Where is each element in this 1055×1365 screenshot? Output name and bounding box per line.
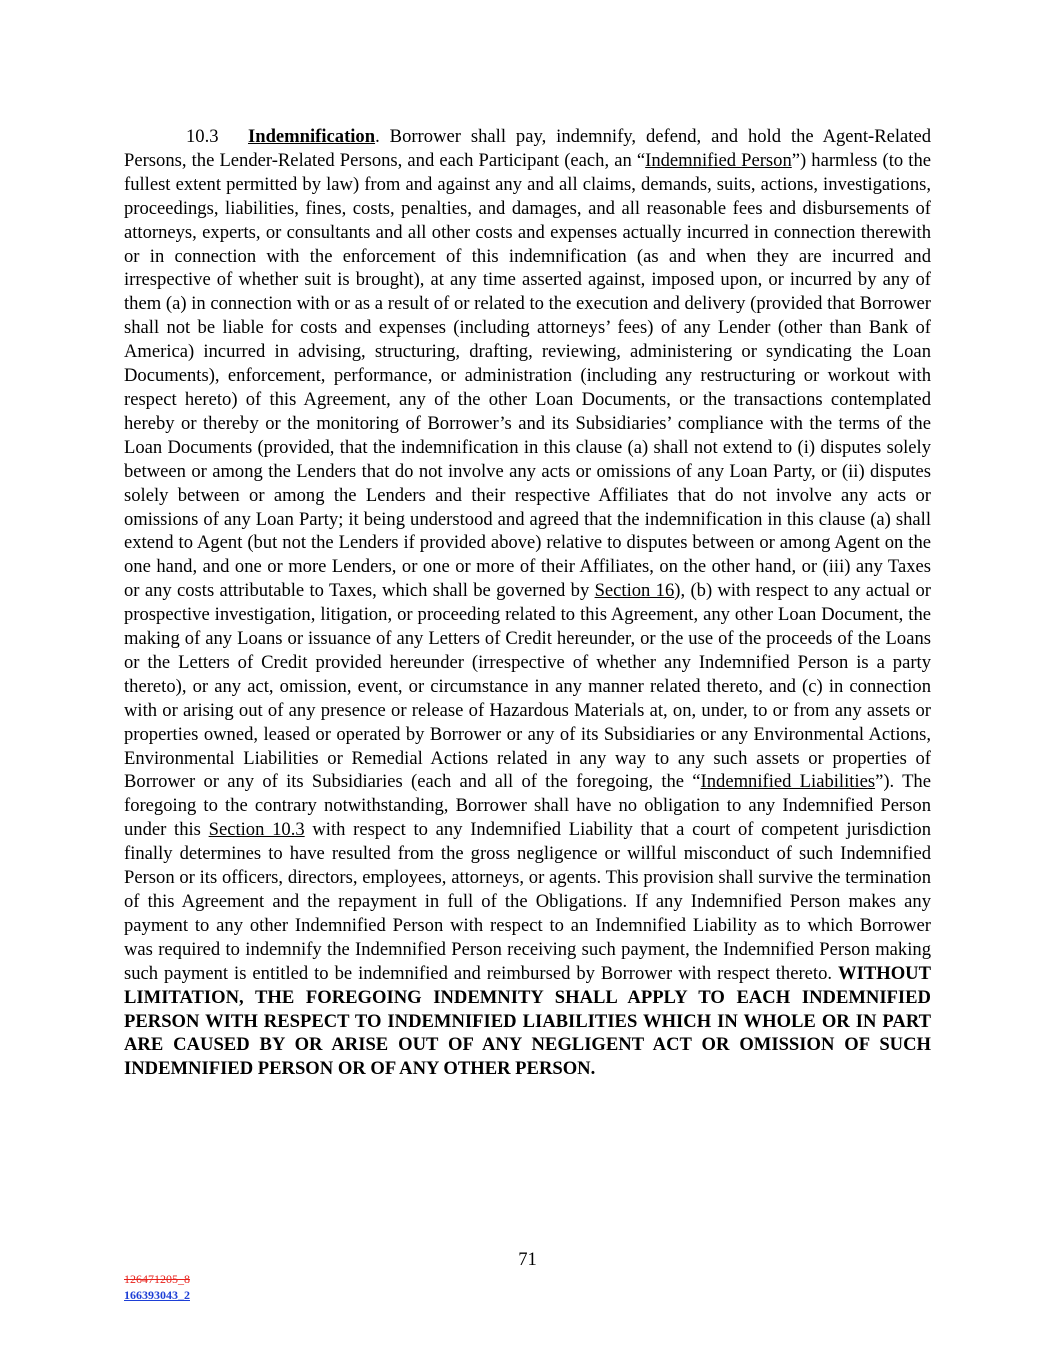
cross-reference-section-16[interactable]: Section 16 bbox=[594, 580, 675, 602]
body-text-2: ”) harmless (to the fullest extent permitted by law) from and against any and all claims, demands, suits, actions, investigations, proceedings, liabilities, fines, costs, penalties, and damages, and all reasonable fees and disbursements of attorneys, experts, or consultants and all other costs and expenses actually incurred in connection therewith or in connection with the enforcement of this indemnification (as and when they are incurred and irrespective of whether suit is brought), at any time asserted against, imposed upon, or incurred by any of them (a) in connection with or as a result of or related to the execution and delivery (provided that Borrower shall not be liable for costs and expenses (including attorneys’ fees) of any Lender (other than Bank of America) incurred in advising, structuring, drafting, reviewing, administering or syndicating the Loan Documents), enforcement, performance, or administration (including any restructuring or workout with respect hereto) of this Agreement, any of the other Loan Documents, or the transactions contemplated hereby or thereby or the monitoring of Borrower’s and its Subsidiaries’ compliance with the terms of the Loan Documents (provided, that the indemnification in this clause (a) shall not extend to (i) disputes solely between or among the Lenders that do not involve any acts or omissions of any Loan Party, or (ii) disputes solely between or among the Lenders and their respective Affiliates that do not involve any acts or omissions of any Loan Party; it being understood and agreed that the indemnification in this clause (a) shall extend to Agent (but not the Lenders if provided above) relative to disputes between or among Agent on the one hand, and one or more Lenders, or one or more of their Affiliates, on the other hand, or (iii) any Taxes or any costs attributable to Taxes, which shall be governed by bbox=[124, 149, 931, 602]
page-number: 71 bbox=[518, 1249, 537, 1270]
cross-reference-section-10-3[interactable]: Section 10.3 bbox=[208, 819, 305, 841]
conspicuous-negligence-clause: WITHOUT LIMITATION, THE FOREGOING INDEMNITY SHALL APPLY TO EACH INDEMNIFIED PERSON WITH RESPECT TO INDEMNIFIED LIABILITIES WHICH IN WHOLE OR IN PART ARE CAUSED BY OR ARISE OUT OF ANY NEGLIGENT ACT OR OMISSION OF SUCH INDEMNIFIED PERSON OR OF ANY OTHER PERSON. bbox=[124, 962, 931, 1080]
document-id-inserted: 166393043_2 bbox=[124, 1288, 190, 1302]
section-number: 10.3 bbox=[186, 126, 219, 147]
defined-term-indemnified-person: Indemnified Person bbox=[645, 149, 792, 171]
section-10-3-paragraph bbox=[124, 125, 931, 1081]
body-text-1: . Borrower shall pay, indemnify, defend, and hold the Agent-Related Persons, the Lender-Related Persons, and each Participant (each, an “ bbox=[124, 126, 931, 171]
section-heading: Indemnification bbox=[248, 126, 376, 147]
body-text-3: ), (b) with respect to any actual or prospective investigation, litigation, or proceeding related to this Agreement, any other Loan Document, the making of any Loans or issuance of any Letters of Credit hereunder, or the use of the proceeds of the Loans or the Letters of Credit provided hereunder (irrespective of whether any Indemnified Person is a party thereto), or any act, omission, event, or circumstance in any manner related thereto, and (c) in connection with or arising out of any presence or release of Hazardous Materials at, on, under, to or from any assets or properties owned, leased or operated by Borrower or any of its Subsidiaries or any Environmental Actions, Environmental Liabilities or Remedial Actions related in any way to any such assets or properties of Borrower or any of its Subsidiaries (each and all of the foregoing, the “ bbox=[124, 580, 931, 793]
body-text-4: ”). The foregoing to the contrary notwithstanding, Borrower shall have no obligation to any Indemnified Person under this bbox=[124, 771, 931, 841]
defined-term-indemnified-liabilities: Indemnified Liabilities bbox=[700, 771, 876, 793]
document-id-deleted: 126471205_8 bbox=[124, 1272, 190, 1286]
body-text-5: with respect to any Indemnified Liability that a court of competent jurisdiction finally determines to have resulted from the gross negligence or willful misconduct of such Indemnified Person or its officers, directors, employees, attorneys, or agents. This provision shall survive the termination of this Agreement and the repayment in full of the Obligations. If any Indemnified Person makes any payment to any other Indemnified Person with respect to an Indemnified Liability as to which Borrower was required to indemnify the Indemnified Person receiving such payment, the Indemnified Person making such payment is entitled to be indemnified and reimbursed by Borrower with respect thereto. bbox=[124, 819, 932, 984]
